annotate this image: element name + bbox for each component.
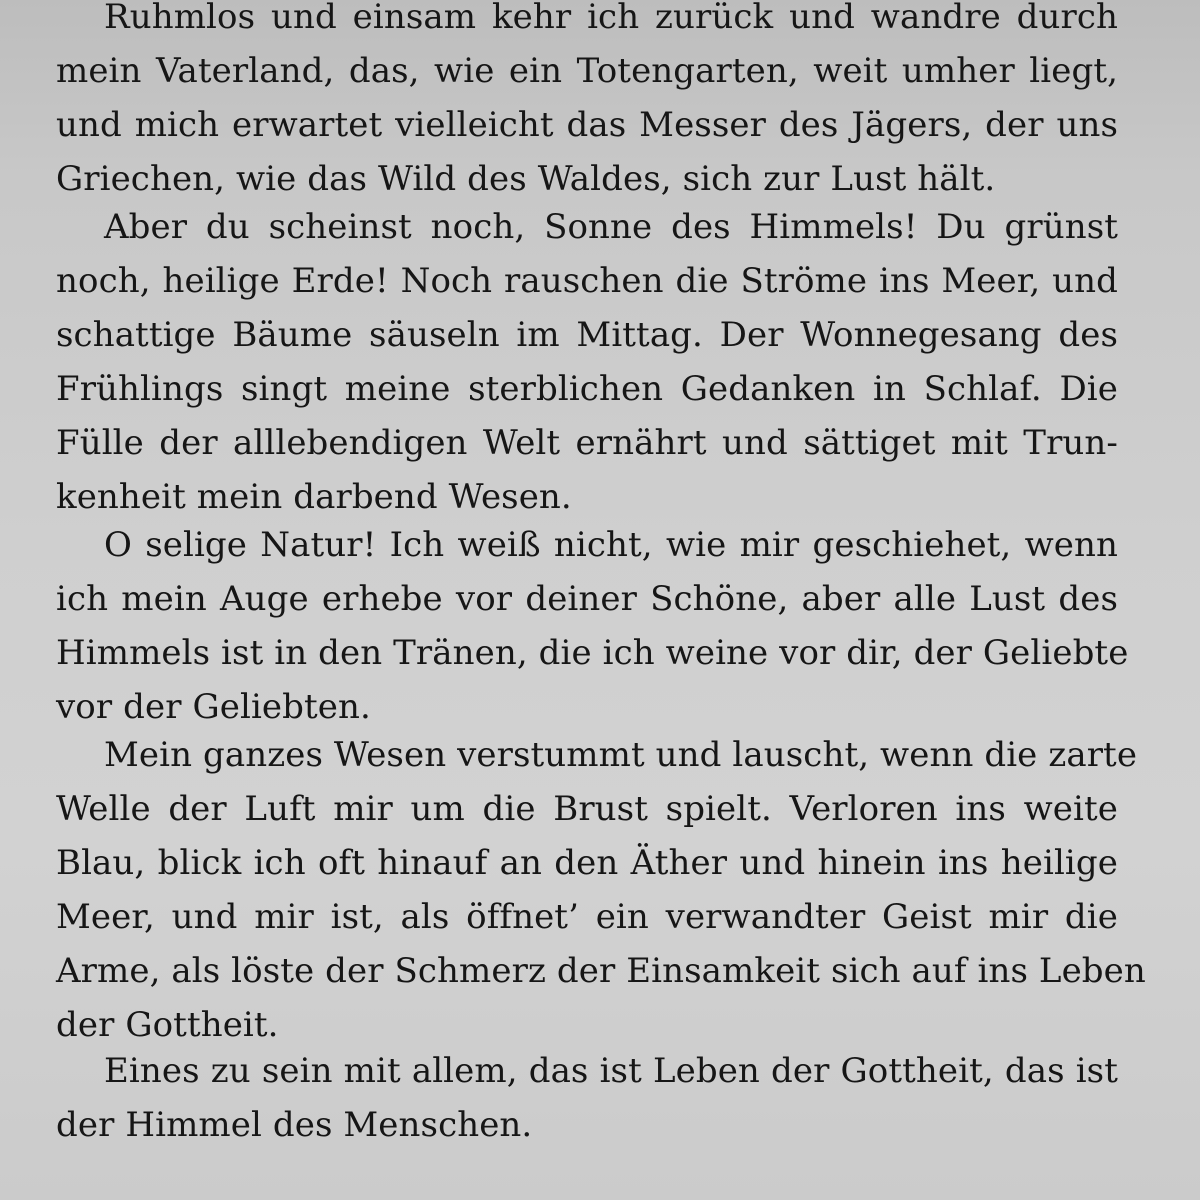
text-line: O selige Natur! Ich weiß nicht, wie mir geschiehet, wenn [104,525,1118,565]
text-line: noch, heilige Erde! Noch rauschen die Ströme ins Meer, und [56,261,1118,301]
text-line: vor der Geliebten. [56,687,371,727]
text-line: Aber du scheinst noch, Sonne des Himmels! Du grünst [104,207,1118,247]
paragraph-2 [56,200,1118,524]
text-line: kenheit mein darbend Wesen. [56,477,572,517]
text-line: Blau, blick ich oft hinauf an den Äther und hinein ins heilige [56,843,1118,883]
text-line: schattige Bäume säuseln im Mittag. Der Wonnegesang des [56,315,1118,355]
text-line: der Gottheit. [56,1005,279,1045]
text-line: Arme, als löste der Schmerz der Einsamkeit sich auf ins Leben [56,951,1146,991]
text-line: ich mein Auge erhebe vor deiner Schöne, aber alle Lust des [56,579,1118,619]
paragraph-1 [56,0,1118,206]
paragraph-4 [56,728,1146,1052]
text-line: mein Vaterland, das, wie ein Totengarten, weit umher liegt, [56,51,1118,91]
text-line: Himmels ist in den Tränen, die ich weine vor dir, der Geliebte [56,633,1129,673]
paragraph-3 [56,518,1129,734]
text-line: Mein ganzes Wesen verstummt und lauscht, wenn die zarte [104,735,1138,775]
paragraph-5 [56,1044,1118,1152]
text-line: Welle der Luft mir um die Brust spielt. Verloren ins weite [56,789,1118,829]
text-line: Fülle der alllebendigen Welt ernährt und sättiget mit Trun- [56,423,1118,463]
book-page [56,0,1146,1200]
text-line: Meer, und mir ist, als öffnet’ ein verwandter Geist mir die [56,897,1118,937]
text-line: Griechen, wie das Wild des Waldes, sich zur Lust hält. [56,159,996,199]
text-line: Frühlings singt meine sterblichen Gedanken in Schlaf. Die [56,369,1118,409]
text-line: und mich erwartet vielleicht das Messer des Jägers, der uns [56,105,1118,145]
text-line: der Himmel des Menschen. [56,1105,533,1145]
text-line: Eines zu sein mit allem, das ist Leben der Gottheit, das ist [104,1051,1118,1091]
text-line: Ruhmlos und einsam kehr ich zurück und wandre durch [104,0,1118,37]
